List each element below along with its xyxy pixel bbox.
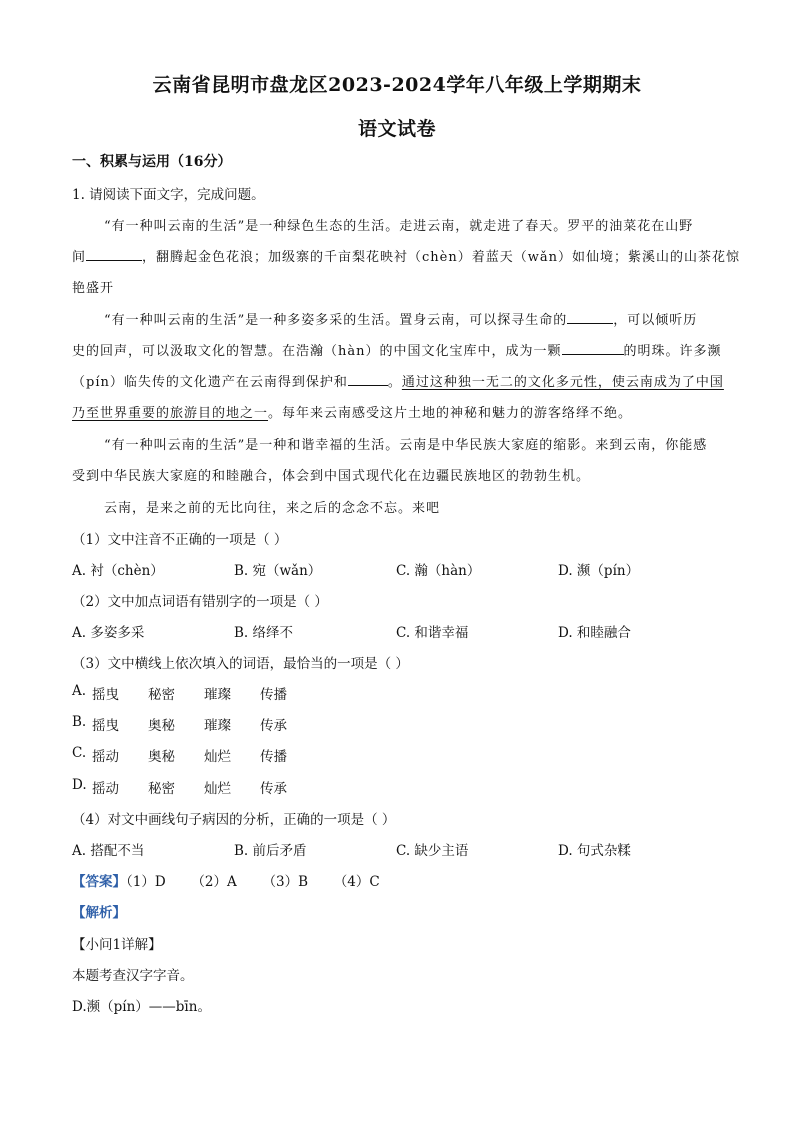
passage-p2-line4 xyxy=(72,402,632,421)
passage-text: （pín）临失传的文化遗产在云南得到保护和 xyxy=(72,375,348,390)
option-word: 璀璨 xyxy=(204,687,231,703)
option-word: 传播 xyxy=(260,749,287,765)
detail-label: 【小问1详解】 xyxy=(72,937,162,953)
fill-blank-1 xyxy=(86,248,142,261)
option-label: A. xyxy=(72,683,87,699)
option-word: 摇曳 xyxy=(92,687,119,703)
underlined-sentence: 乃至世界重要的旅游目的地之一 xyxy=(72,406,269,421)
detail-answer: D.濒（pín）——bīn。 xyxy=(72,999,211,1015)
fill-blank-2 xyxy=(567,311,613,324)
option-c: C. 缺少主语 xyxy=(396,843,469,859)
sub-question-2-stem: （2）文中加点词语有错别字的一项是（ ） xyxy=(72,594,328,610)
exam-title-line1: 云南省昆明市盘龙区2023-2024学年八年级上学期期末 xyxy=(152,74,642,96)
option-word: 传承 xyxy=(260,718,287,734)
passage-p1-line2 xyxy=(72,246,740,265)
passage-p2-line2 xyxy=(72,340,722,359)
passage-text: 间 xyxy=(72,250,87,265)
passage-p1-line3: 艳盛开 xyxy=(72,281,115,296)
option-word: 摇动 xyxy=(92,749,119,765)
option-c: C. 瀚（hàn） xyxy=(396,563,481,579)
option-word: 璀璨 xyxy=(204,718,231,734)
answer-label: 【答案】 xyxy=(72,874,126,890)
option-word: 秘密 xyxy=(148,687,175,703)
passage-p4: 云南，是来之前的无比向往，来之后的念念不忘。来吧 xyxy=(104,501,441,516)
option-a: A. 衬（chèn） xyxy=(72,563,164,579)
option-word: 奥秘 xyxy=(148,749,175,765)
answer-line xyxy=(72,870,380,890)
detail-text: 本题考查汉字字音。 xyxy=(72,968,194,984)
option-word: 传播 xyxy=(260,687,287,703)
option-b: B. 前后矛盾 xyxy=(234,843,307,859)
fill-blank-3 xyxy=(562,342,624,355)
option-a: A. 搭配不当 xyxy=(72,843,145,859)
sub-question-1-stem: （1）文中注音不正确的一项是（ ） xyxy=(72,532,288,548)
exam-title-line2: 语文试卷 xyxy=(357,118,436,140)
option-d: D. 句式杂糅 xyxy=(558,843,631,859)
answer-text: （1）D （2）A （3）B （4）C xyxy=(126,874,380,890)
option-word: 传承 xyxy=(260,781,287,797)
option-word: 摇曳 xyxy=(92,718,119,734)
passage-text: ，翻腾起金色花浪；加级寨的千亩梨花映衬（chèn）着蓝天（wǎn）如仙境；紫溪山的山茶花惊 xyxy=(142,250,740,265)
passage-text: 。 xyxy=(387,375,402,390)
question-1-stem: 1. 请阅读下面文字，完成问题。 xyxy=(72,187,265,203)
option-label: C. xyxy=(72,745,87,761)
option-d: D. 和睦融合 xyxy=(558,625,631,641)
passage-p2-line3 xyxy=(72,371,724,390)
passage-p2-line1 xyxy=(104,309,697,328)
underlined-sentence: 通过这种独一无二的文化多元性，使云南成为了中国 xyxy=(401,375,724,390)
option-label: D. xyxy=(72,777,87,793)
option-word: 摇动 xyxy=(92,781,119,797)
option-word: 秘密 xyxy=(148,781,175,797)
option-word: 灿烂 xyxy=(204,749,231,765)
option-b: B. 宛（wǎn） xyxy=(234,563,322,579)
option-d: D. 濒（pín） xyxy=(558,563,640,579)
option-word: 灿烂 xyxy=(204,781,231,797)
section-heading: 一、积累与运用（16分） xyxy=(72,154,232,170)
option-word: 奥秘 xyxy=(148,718,175,734)
option-label: B. xyxy=(72,714,87,730)
fill-blank-4 xyxy=(348,373,388,386)
passage-p3-line2: 受到中华民族大家庭的和睦融合，体会到中国式现代化在边疆民族地区的勃勃生机。 xyxy=(72,469,591,484)
passage-text: 。每年来云南感受这片土地的神秘和魅力的游客络绎不绝。 xyxy=(268,406,633,421)
passage-p1-line1: “有一种叫云南的生活”是一种绿色生态的生活。走进云南，就走进了春天。罗平的油菜花在山野 xyxy=(104,219,694,234)
option-b: B. 络绎不 xyxy=(234,625,294,641)
passage-text: ，可以倾听历 xyxy=(613,313,698,328)
sub-question-3-stem: （3）文中横线上依次填入的词语，最恰当的一项是（ ） xyxy=(72,656,409,672)
analysis-label: 【解析】 xyxy=(72,905,126,921)
passage-text: 的明珠。许多濒 xyxy=(623,344,722,359)
option-c: C. 和谐幸福 xyxy=(396,625,469,641)
passage-text: “有一种叫云南的生活”是一种多姿多采的生活。置身云南，可以探寻生命的 xyxy=(104,313,568,328)
sub-question-4-stem: （4）对文中画线句子病因的分析，正确的一项是（ ） xyxy=(72,812,396,828)
passage-text: 史的回声，可以汲取文化的智慧。在浩瀚（hàn）的中国文化宝库中，成为一颗 xyxy=(72,344,562,359)
passage-p3-line1: “有一种叫云南的生活”是一种和谐幸福的生活。云南是中华民族大家庭的缩影。来到云南，你能感 xyxy=(104,438,708,453)
option-a: A. 多姿多采 xyxy=(72,625,145,641)
